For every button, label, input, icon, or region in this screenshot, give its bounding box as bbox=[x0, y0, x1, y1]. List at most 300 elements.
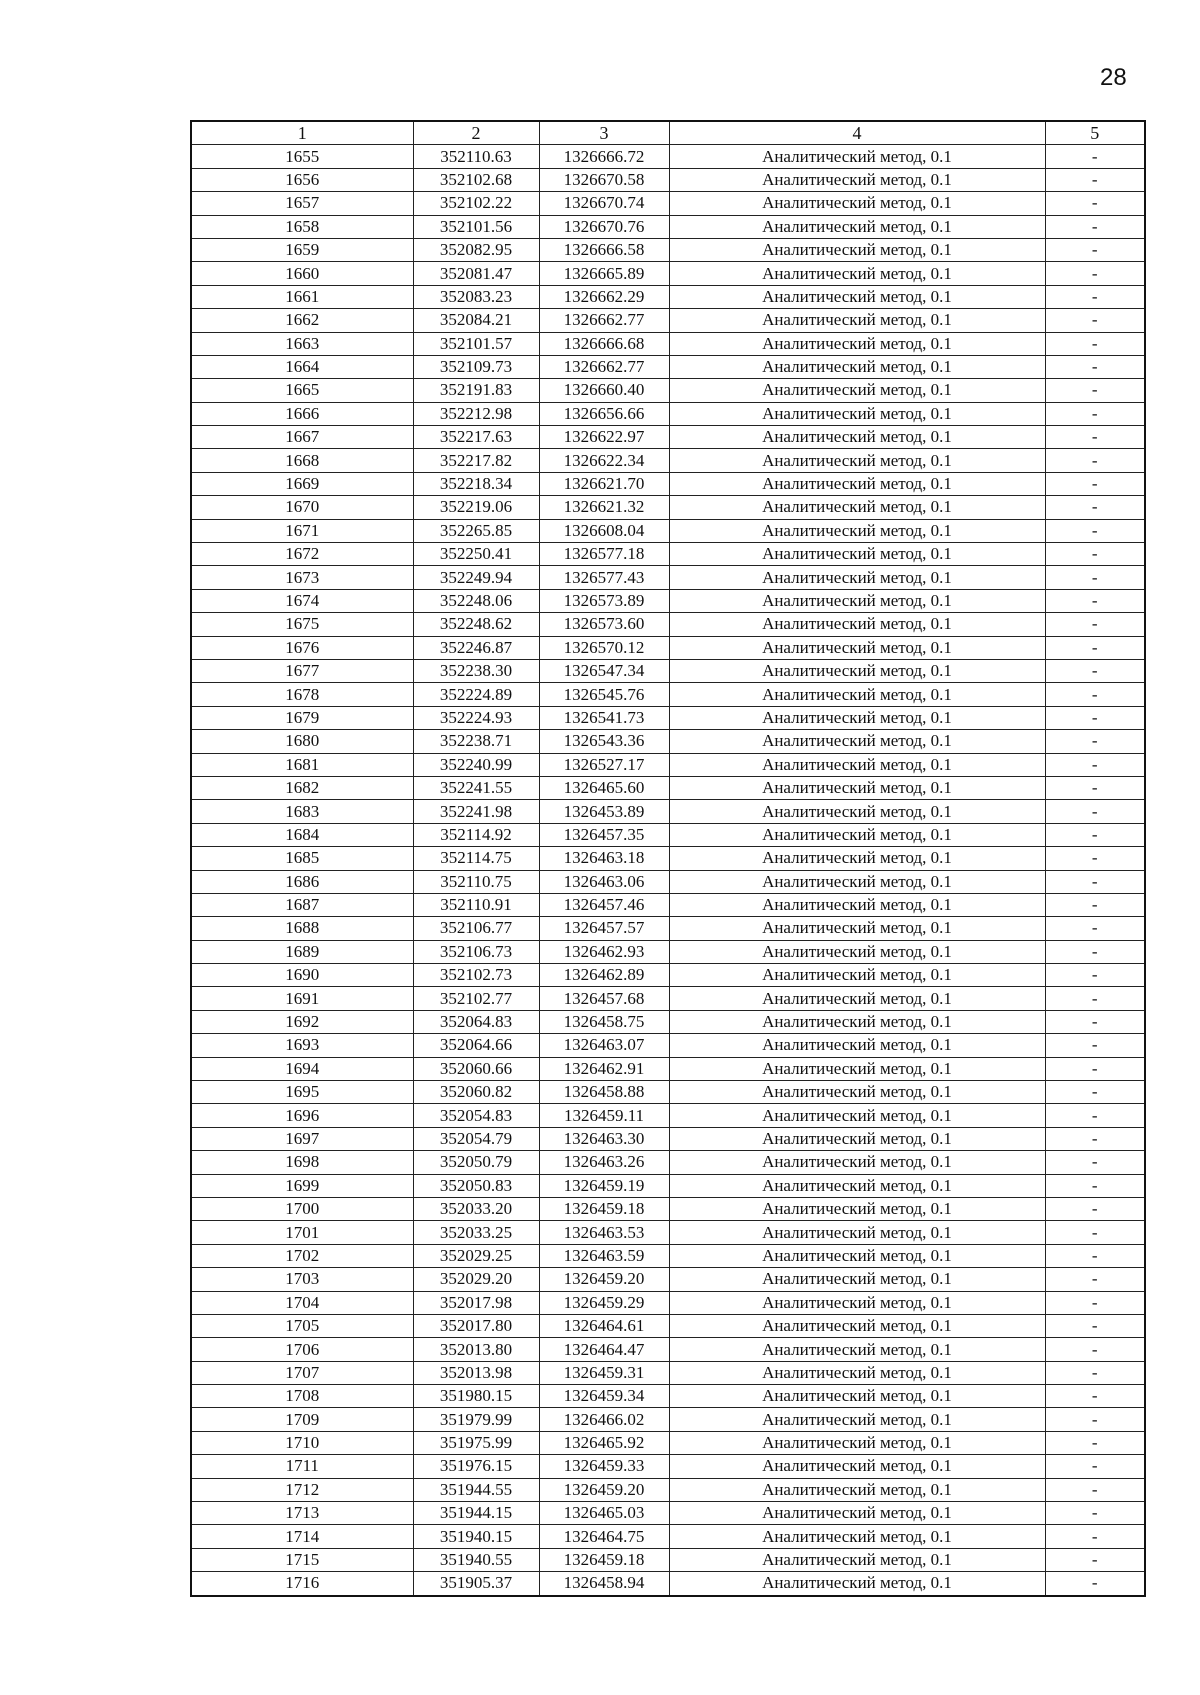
method-cell: Аналитический метод, 0.1 bbox=[669, 1314, 1045, 1337]
table-row bbox=[191, 1431, 1145, 1454]
y-coordinate-cell: 1326465.60 bbox=[539, 776, 669, 799]
note-cell: - bbox=[1045, 1431, 1145, 1454]
table-row bbox=[191, 776, 1145, 799]
y-coordinate-cell: 1326527.17 bbox=[539, 753, 669, 776]
table-row bbox=[191, 683, 1145, 706]
x-coordinate-cell: 352241.55 bbox=[413, 776, 539, 799]
note-cell: - bbox=[1045, 1385, 1145, 1408]
point-number-cell: 1713 bbox=[191, 1502, 413, 1525]
note-cell: - bbox=[1045, 1057, 1145, 1080]
note-cell: - bbox=[1045, 823, 1145, 846]
table-row bbox=[191, 519, 1145, 542]
method-cell: Аналитический метод, 0.1 bbox=[669, 145, 1045, 168]
x-coordinate-cell: 351944.55 bbox=[413, 1478, 539, 1501]
table-row bbox=[191, 1104, 1145, 1127]
x-coordinate-cell: 351980.15 bbox=[413, 1385, 539, 1408]
x-coordinate-cell: 352250.41 bbox=[413, 543, 539, 566]
x-coordinate-cell: 352017.98 bbox=[413, 1291, 539, 1314]
method-cell: Аналитический метод, 0.1 bbox=[669, 987, 1045, 1010]
x-coordinate-cell: 352110.63 bbox=[413, 145, 539, 168]
point-number-cell: 1685 bbox=[191, 847, 413, 870]
table-row bbox=[191, 589, 1145, 612]
note-cell: - bbox=[1045, 496, 1145, 519]
method-cell: Аналитический метод, 0.1 bbox=[669, 262, 1045, 285]
method-cell: Аналитический метод, 0.1 bbox=[669, 964, 1045, 987]
point-number-cell: 1661 bbox=[191, 285, 413, 308]
y-coordinate-cell: 1326621.32 bbox=[539, 496, 669, 519]
note-cell: - bbox=[1045, 1291, 1145, 1314]
method-cell: Аналитический метод, 0.1 bbox=[669, 379, 1045, 402]
note-cell: - bbox=[1045, 659, 1145, 682]
method-cell: Аналитический метод, 0.1 bbox=[669, 426, 1045, 449]
x-coordinate-cell: 352191.83 bbox=[413, 379, 539, 402]
method-cell: Аналитический метод, 0.1 bbox=[669, 1478, 1045, 1501]
note-cell: - bbox=[1045, 987, 1145, 1010]
table-row bbox=[191, 964, 1145, 987]
x-coordinate-cell: 352241.98 bbox=[413, 800, 539, 823]
method-cell: Аналитический метод, 0.1 bbox=[669, 1034, 1045, 1057]
method-cell: Аналитический метод, 0.1 bbox=[669, 636, 1045, 659]
y-coordinate-cell: 1326662.77 bbox=[539, 309, 669, 332]
method-cell: Аналитический метод, 0.1 bbox=[669, 1104, 1045, 1127]
note-cell: - bbox=[1045, 1104, 1145, 1127]
x-coordinate-cell: 351944.15 bbox=[413, 1502, 539, 1525]
method-cell: Аналитический метод, 0.1 bbox=[669, 472, 1045, 495]
method-cell: Аналитический метод, 0.1 bbox=[669, 917, 1045, 940]
method-cell: Аналитический метод, 0.1 bbox=[669, 659, 1045, 682]
method-cell: Аналитический метод, 0.1 bbox=[669, 1291, 1045, 1314]
table-row bbox=[191, 1385, 1145, 1408]
page-number: 28 bbox=[1100, 64, 1127, 91]
method-cell: Аналитический метод, 0.1 bbox=[669, 1361, 1045, 1384]
note-cell: - bbox=[1045, 683, 1145, 706]
note-cell: - bbox=[1045, 1314, 1145, 1337]
point-number-cell: 1687 bbox=[191, 893, 413, 916]
note-cell: - bbox=[1045, 145, 1145, 168]
y-coordinate-cell: 1326463.59 bbox=[539, 1244, 669, 1267]
point-number-cell: 1684 bbox=[191, 823, 413, 846]
method-cell: Аналитический метод, 0.1 bbox=[669, 1127, 1045, 1150]
table-row bbox=[191, 893, 1145, 916]
table-row bbox=[191, 472, 1145, 495]
point-number-cell: 1703 bbox=[191, 1268, 413, 1291]
method-cell: Аналитический метод, 0.1 bbox=[669, 1197, 1045, 1220]
point-number-cell: 1675 bbox=[191, 613, 413, 636]
y-coordinate-cell: 1326453.89 bbox=[539, 800, 669, 823]
x-coordinate-cell: 352219.06 bbox=[413, 496, 539, 519]
method-cell: Аналитический метод, 0.1 bbox=[669, 706, 1045, 729]
table-row bbox=[191, 706, 1145, 729]
x-coordinate-cell: 352083.23 bbox=[413, 285, 539, 308]
y-coordinate-cell: 1326459.20 bbox=[539, 1478, 669, 1501]
point-number-cell: 1664 bbox=[191, 355, 413, 378]
point-number-cell: 1683 bbox=[191, 800, 413, 823]
y-coordinate-cell: 1326457.57 bbox=[539, 917, 669, 940]
x-coordinate-cell: 351976.15 bbox=[413, 1455, 539, 1478]
note-cell: - bbox=[1045, 1151, 1145, 1174]
method-cell: Аналитический метод, 0.1 bbox=[669, 940, 1045, 963]
x-coordinate-cell: 352224.89 bbox=[413, 683, 539, 706]
table-row bbox=[191, 1361, 1145, 1384]
y-coordinate-cell: 1326464.61 bbox=[539, 1314, 669, 1337]
note-cell: - bbox=[1045, 800, 1145, 823]
point-number-cell: 1698 bbox=[191, 1151, 413, 1174]
table-row bbox=[191, 1081, 1145, 1104]
y-coordinate-cell: 1326462.89 bbox=[539, 964, 669, 987]
note-cell: - bbox=[1045, 940, 1145, 963]
point-number-cell: 1712 bbox=[191, 1478, 413, 1501]
method-cell: Аналитический метод, 0.1 bbox=[669, 1268, 1045, 1291]
note-cell: - bbox=[1045, 613, 1145, 636]
x-coordinate-cell: 352238.71 bbox=[413, 730, 539, 753]
x-coordinate-cell: 351905.37 bbox=[413, 1572, 539, 1596]
y-coordinate-cell: 1326662.29 bbox=[539, 285, 669, 308]
table-row bbox=[191, 145, 1145, 168]
y-coordinate-cell: 1326545.76 bbox=[539, 683, 669, 706]
y-coordinate-cell: 1326541.73 bbox=[539, 706, 669, 729]
y-coordinate-cell: 1326666.68 bbox=[539, 332, 669, 355]
point-number-cell: 1702 bbox=[191, 1244, 413, 1267]
y-coordinate-cell: 1326459.18 bbox=[539, 1548, 669, 1571]
table-row bbox=[191, 987, 1145, 1010]
method-cell: Аналитический метод, 0.1 bbox=[669, 683, 1045, 706]
note-cell: - bbox=[1045, 1478, 1145, 1501]
x-coordinate-cell: 352101.56 bbox=[413, 215, 539, 238]
method-cell: Аналитический метод, 0.1 bbox=[669, 192, 1045, 215]
coordinates-table bbox=[190, 120, 1146, 1597]
y-coordinate-cell: 1326577.18 bbox=[539, 543, 669, 566]
x-coordinate-cell: 352033.20 bbox=[413, 1197, 539, 1220]
x-coordinate-cell: 352017.80 bbox=[413, 1314, 539, 1337]
point-number-cell: 1656 bbox=[191, 168, 413, 191]
point-number-cell: 1705 bbox=[191, 1314, 413, 1337]
y-coordinate-cell: 1326621.70 bbox=[539, 472, 669, 495]
y-coordinate-cell: 1326662.77 bbox=[539, 355, 669, 378]
y-coordinate-cell: 1326573.89 bbox=[539, 589, 669, 612]
table-row bbox=[191, 1338, 1145, 1361]
table-row bbox=[191, 1057, 1145, 1080]
point-number-cell: 1709 bbox=[191, 1408, 413, 1431]
note-cell: - bbox=[1045, 870, 1145, 893]
method-cell: Аналитический метод, 0.1 bbox=[669, 1455, 1045, 1478]
method-cell: Аналитический метод, 0.1 bbox=[669, 800, 1045, 823]
note-cell: - bbox=[1045, 1081, 1145, 1104]
method-cell: Аналитический метод, 0.1 bbox=[669, 776, 1045, 799]
point-number-cell: 1715 bbox=[191, 1548, 413, 1571]
y-coordinate-cell: 1326666.72 bbox=[539, 145, 669, 168]
table-row bbox=[191, 917, 1145, 940]
x-coordinate-cell: 352060.82 bbox=[413, 1081, 539, 1104]
x-coordinate-cell: 352064.83 bbox=[413, 1010, 539, 1033]
method-cell: Аналитический метод, 0.1 bbox=[669, 1408, 1045, 1431]
table-row bbox=[191, 1502, 1145, 1525]
x-coordinate-cell: 352109.73 bbox=[413, 355, 539, 378]
y-coordinate-cell: 1326463.06 bbox=[539, 870, 669, 893]
note-cell: - bbox=[1045, 847, 1145, 870]
y-coordinate-cell: 1326570.12 bbox=[539, 636, 669, 659]
point-number-cell: 1716 bbox=[191, 1572, 413, 1596]
y-coordinate-cell: 1326465.03 bbox=[539, 1502, 669, 1525]
note-cell: - bbox=[1045, 730, 1145, 753]
method-cell: Аналитический метод, 0.1 bbox=[669, 1525, 1045, 1548]
method-cell: Аналитический метод, 0.1 bbox=[669, 1244, 1045, 1267]
y-coordinate-cell: 1326547.34 bbox=[539, 659, 669, 682]
note-cell: - bbox=[1045, 753, 1145, 776]
table-row bbox=[191, 332, 1145, 355]
table-row bbox=[191, 1197, 1145, 1220]
table-row bbox=[191, 215, 1145, 238]
note-cell: - bbox=[1045, 589, 1145, 612]
y-coordinate-cell: 1326457.35 bbox=[539, 823, 669, 846]
table-row bbox=[191, 1034, 1145, 1057]
table-row bbox=[191, 1478, 1145, 1501]
method-cell: Аналитический метод, 0.1 bbox=[669, 1385, 1045, 1408]
x-coordinate-cell: 351979.99 bbox=[413, 1408, 539, 1431]
x-coordinate-cell: 352110.91 bbox=[413, 893, 539, 916]
point-number-cell: 1701 bbox=[191, 1221, 413, 1244]
note-cell: - bbox=[1045, 192, 1145, 215]
point-number-cell: 1704 bbox=[191, 1291, 413, 1314]
note-cell: - bbox=[1045, 1221, 1145, 1244]
note-cell: - bbox=[1045, 332, 1145, 355]
method-cell: Аналитический метод, 0.1 bbox=[669, 449, 1045, 472]
point-number-cell: 1682 bbox=[191, 776, 413, 799]
method-cell: Аналитический метод, 0.1 bbox=[669, 1174, 1045, 1197]
y-coordinate-cell: 1326459.11 bbox=[539, 1104, 669, 1127]
x-coordinate-cell: 352029.20 bbox=[413, 1268, 539, 1291]
point-number-cell: 1696 bbox=[191, 1104, 413, 1127]
point-number-cell: 1711 bbox=[191, 1455, 413, 1478]
y-coordinate-cell: 1326459.18 bbox=[539, 1197, 669, 1220]
note-cell: - bbox=[1045, 1455, 1145, 1478]
table-row bbox=[191, 309, 1145, 332]
note-cell: - bbox=[1045, 1127, 1145, 1150]
column-header-3: 3 bbox=[539, 121, 669, 145]
point-number-cell: 1670 bbox=[191, 496, 413, 519]
y-coordinate-cell: 1326670.76 bbox=[539, 215, 669, 238]
point-number-cell: 1688 bbox=[191, 917, 413, 940]
y-coordinate-cell: 1326466.02 bbox=[539, 1408, 669, 1431]
y-coordinate-cell: 1326458.94 bbox=[539, 1572, 669, 1596]
method-cell: Аналитический метод, 0.1 bbox=[669, 1010, 1045, 1033]
y-coordinate-cell: 1326543.36 bbox=[539, 730, 669, 753]
x-coordinate-cell: 352265.85 bbox=[413, 519, 539, 542]
method-cell: Аналитический метод, 0.1 bbox=[669, 753, 1045, 776]
method-cell: Аналитический метод, 0.1 bbox=[669, 1502, 1045, 1525]
y-coordinate-cell: 1326462.93 bbox=[539, 940, 669, 963]
point-number-cell: 1693 bbox=[191, 1034, 413, 1057]
table-row bbox=[191, 192, 1145, 215]
column-header-4: 4 bbox=[669, 121, 1045, 145]
table-row bbox=[191, 1268, 1145, 1291]
x-coordinate-cell: 352064.66 bbox=[413, 1034, 539, 1057]
point-number-cell: 1671 bbox=[191, 519, 413, 542]
point-number-cell: 1689 bbox=[191, 940, 413, 963]
note-cell: - bbox=[1045, 1361, 1145, 1384]
y-coordinate-cell: 1326573.60 bbox=[539, 613, 669, 636]
x-coordinate-cell: 352102.68 bbox=[413, 168, 539, 191]
y-coordinate-cell: 1326459.34 bbox=[539, 1385, 669, 1408]
y-coordinate-cell: 1326670.58 bbox=[539, 168, 669, 191]
point-number-cell: 1658 bbox=[191, 215, 413, 238]
x-coordinate-cell: 352060.66 bbox=[413, 1057, 539, 1080]
note-cell: - bbox=[1045, 636, 1145, 659]
table-row bbox=[191, 1174, 1145, 1197]
table-row bbox=[191, 659, 1145, 682]
table-row bbox=[191, 1221, 1145, 1244]
note-cell: - bbox=[1045, 1197, 1145, 1220]
x-coordinate-cell: 352054.79 bbox=[413, 1127, 539, 1150]
x-coordinate-cell: 352248.62 bbox=[413, 613, 539, 636]
note-cell: - bbox=[1045, 1034, 1145, 1057]
note-cell: - bbox=[1045, 1525, 1145, 1548]
note-cell: - bbox=[1045, 1268, 1145, 1291]
x-coordinate-cell: 352013.80 bbox=[413, 1338, 539, 1361]
table-row bbox=[191, 496, 1145, 519]
x-coordinate-cell: 352106.77 bbox=[413, 917, 539, 940]
note-cell: - bbox=[1045, 238, 1145, 261]
note-cell: - bbox=[1045, 355, 1145, 378]
method-cell: Аналитический метод, 0.1 bbox=[669, 519, 1045, 542]
point-number-cell: 1700 bbox=[191, 1197, 413, 1220]
y-coordinate-cell: 1326622.97 bbox=[539, 426, 669, 449]
note-cell: - bbox=[1045, 262, 1145, 285]
table-row bbox=[191, 168, 1145, 191]
x-coordinate-cell: 352082.95 bbox=[413, 238, 539, 261]
note-cell: - bbox=[1045, 1010, 1145, 1033]
table-row bbox=[191, 1244, 1145, 1267]
method-cell: Аналитический метод, 0.1 bbox=[669, 1548, 1045, 1571]
point-number-cell: 1678 bbox=[191, 683, 413, 706]
y-coordinate-cell: 1326463.26 bbox=[539, 1151, 669, 1174]
method-cell: Аналитический метод, 0.1 bbox=[669, 238, 1045, 261]
method-cell: Аналитический метод, 0.1 bbox=[669, 847, 1045, 870]
point-number-cell: 1681 bbox=[191, 753, 413, 776]
note-cell: - bbox=[1045, 706, 1145, 729]
table-row bbox=[191, 823, 1145, 846]
point-number-cell: 1672 bbox=[191, 543, 413, 566]
table-row bbox=[191, 940, 1145, 963]
table-row bbox=[191, 753, 1145, 776]
method-cell: Аналитический метод, 0.1 bbox=[669, 309, 1045, 332]
x-coordinate-cell: 352218.34 bbox=[413, 472, 539, 495]
x-coordinate-cell: 352084.21 bbox=[413, 309, 539, 332]
table-row bbox=[191, 1455, 1145, 1478]
table-row bbox=[191, 1408, 1145, 1431]
note-cell: - bbox=[1045, 1174, 1145, 1197]
y-coordinate-cell: 1326459.31 bbox=[539, 1361, 669, 1384]
table-row bbox=[191, 379, 1145, 402]
method-cell: Аналитический метод, 0.1 bbox=[669, 1081, 1045, 1104]
point-number-cell: 1669 bbox=[191, 472, 413, 495]
method-cell: Аналитический метод, 0.1 bbox=[669, 870, 1045, 893]
y-coordinate-cell: 1326463.18 bbox=[539, 847, 669, 870]
point-number-cell: 1655 bbox=[191, 145, 413, 168]
method-cell: Аналитический метод, 0.1 bbox=[669, 1151, 1045, 1174]
note-cell: - bbox=[1045, 893, 1145, 916]
point-number-cell: 1667 bbox=[191, 426, 413, 449]
x-coordinate-cell: 352212.98 bbox=[413, 402, 539, 425]
y-coordinate-cell: 1326608.04 bbox=[539, 519, 669, 542]
method-cell: Аналитический метод, 0.1 bbox=[669, 893, 1045, 916]
table-row bbox=[191, 1572, 1145, 1596]
note-cell: - bbox=[1045, 472, 1145, 495]
table-row bbox=[191, 1127, 1145, 1150]
x-coordinate-cell: 352033.25 bbox=[413, 1221, 539, 1244]
note-cell: - bbox=[1045, 215, 1145, 238]
method-cell: Аналитический метод, 0.1 bbox=[669, 1431, 1045, 1454]
x-coordinate-cell: 352246.87 bbox=[413, 636, 539, 659]
table-row bbox=[191, 1548, 1145, 1571]
table-row bbox=[191, 1525, 1145, 1548]
x-coordinate-cell: 352224.93 bbox=[413, 706, 539, 729]
method-cell: Аналитический метод, 0.1 bbox=[669, 543, 1045, 566]
y-coordinate-cell: 1326577.43 bbox=[539, 566, 669, 589]
table-row bbox=[191, 847, 1145, 870]
point-number-cell: 1666 bbox=[191, 402, 413, 425]
method-cell: Аналитический метод, 0.1 bbox=[669, 215, 1045, 238]
method-cell: Аналитический метод, 0.1 bbox=[669, 566, 1045, 589]
table-row bbox=[191, 426, 1145, 449]
y-coordinate-cell: 1326457.68 bbox=[539, 987, 669, 1010]
x-coordinate-cell: 352249.94 bbox=[413, 566, 539, 589]
method-cell: Аналитический метод, 0.1 bbox=[669, 332, 1045, 355]
note-cell: - bbox=[1045, 449, 1145, 472]
table-row bbox=[191, 355, 1145, 378]
method-cell: Аналитический метод, 0.1 bbox=[669, 496, 1045, 519]
x-coordinate-cell: 352050.83 bbox=[413, 1174, 539, 1197]
y-coordinate-cell: 1326463.53 bbox=[539, 1221, 669, 1244]
y-coordinate-cell: 1326464.47 bbox=[539, 1338, 669, 1361]
point-number-cell: 1695 bbox=[191, 1081, 413, 1104]
point-number-cell: 1659 bbox=[191, 238, 413, 261]
point-number-cell: 1662 bbox=[191, 309, 413, 332]
y-coordinate-cell: 1326622.34 bbox=[539, 449, 669, 472]
x-coordinate-cell: 352102.77 bbox=[413, 987, 539, 1010]
method-cell: Аналитический метод, 0.1 bbox=[669, 1221, 1045, 1244]
column-header-5: 5 bbox=[1045, 121, 1145, 145]
x-coordinate-cell: 351975.99 bbox=[413, 1431, 539, 1454]
table-row bbox=[191, 1151, 1145, 1174]
column-header-2: 2 bbox=[413, 121, 539, 145]
y-coordinate-cell: 1326463.30 bbox=[539, 1127, 669, 1150]
y-coordinate-cell: 1326459.20 bbox=[539, 1268, 669, 1291]
x-coordinate-cell: 351940.55 bbox=[413, 1548, 539, 1571]
y-coordinate-cell: 1326464.75 bbox=[539, 1525, 669, 1548]
method-cell: Аналитический метод, 0.1 bbox=[669, 355, 1045, 378]
table-row bbox=[191, 1010, 1145, 1033]
y-coordinate-cell: 1326458.75 bbox=[539, 1010, 669, 1033]
method-cell: Аналитический метод, 0.1 bbox=[669, 402, 1045, 425]
y-coordinate-cell: 1326462.91 bbox=[539, 1057, 669, 1080]
method-cell: Аналитический метод, 0.1 bbox=[669, 589, 1045, 612]
x-coordinate-cell: 352240.99 bbox=[413, 753, 539, 776]
method-cell: Аналитический метод, 0.1 bbox=[669, 168, 1045, 191]
table-body bbox=[191, 145, 1145, 1596]
x-coordinate-cell: 352106.73 bbox=[413, 940, 539, 963]
note-cell: - bbox=[1045, 285, 1145, 308]
note-cell: - bbox=[1045, 543, 1145, 566]
method-cell: Аналитический метод, 0.1 bbox=[669, 730, 1045, 753]
table-row bbox=[191, 870, 1145, 893]
point-number-cell: 1680 bbox=[191, 730, 413, 753]
method-cell: Аналитический метод, 0.1 bbox=[669, 1338, 1045, 1361]
table-row bbox=[191, 730, 1145, 753]
point-number-cell: 1668 bbox=[191, 449, 413, 472]
note-cell: - bbox=[1045, 519, 1145, 542]
note-cell: - bbox=[1045, 426, 1145, 449]
x-coordinate-cell: 352101.57 bbox=[413, 332, 539, 355]
